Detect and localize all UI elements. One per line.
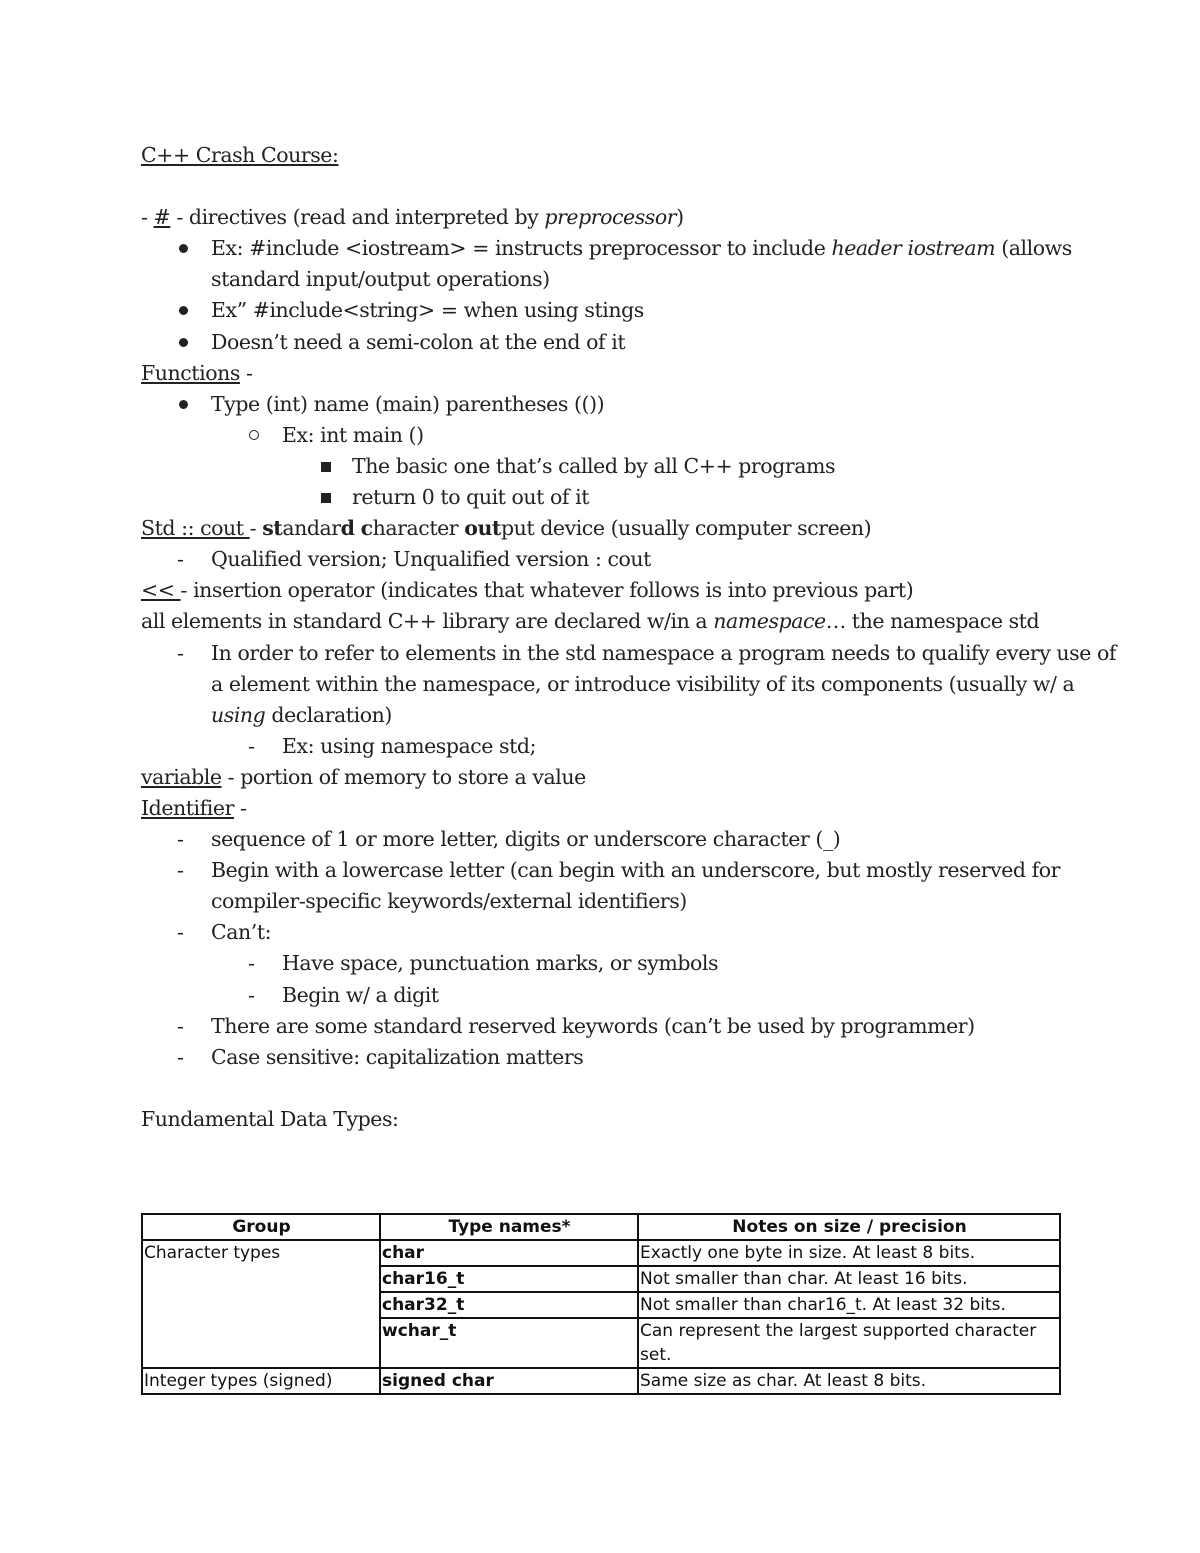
text: There are some standard reserved keywords (can’t be used by programmer) (211, 1013, 975, 1038)
bullet-item (141, 233, 1071, 264)
group-cell (142, 1318, 380, 1368)
blank-line (141, 1073, 1071, 1104)
table-row (142, 1266, 1060, 1292)
bullet-item-subsub (141, 451, 1071, 482)
text: - (239, 360, 253, 385)
text: sequence of 1 or more letter, digits or underscore character (_) (211, 827, 841, 852)
dash-item-continuation (141, 886, 1071, 917)
title-text: C++ Crash Course: (141, 143, 339, 167)
text: Begin w/ a digit (282, 982, 439, 1007)
group-cell: Character types (142, 1240, 380, 1266)
group-cell (142, 1292, 380, 1318)
bullet-item (141, 389, 1071, 420)
heading-term: Functions (141, 360, 240, 385)
fundamental-data-types-heading (141, 1104, 1071, 1135)
bold-text: st (262, 516, 283, 541)
text: Can’t: (211, 920, 272, 945)
heading-term: Std :: cout (141, 516, 250, 541)
type-cell: signed char (380, 1368, 638, 1394)
text: Case sensitive: capitalization matters (211, 1044, 584, 1069)
column-header: Notes on size / precision (638, 1214, 1060, 1240)
text: standard input/output operations) (211, 267, 550, 292)
text: - (249, 516, 263, 541)
text: Ex” #include<string> = when using stings (211, 298, 644, 323)
dash-item (141, 917, 1071, 948)
text: andar (282, 516, 341, 541)
heading-term: variable (141, 764, 222, 789)
italic-term: header iostream (831, 236, 996, 261)
text: - (141, 205, 154, 230)
text: Ex: #include <iostream> = instructs preprocessor to include (211, 236, 832, 261)
table-row (142, 1240, 1060, 1266)
text: - directives (read and interpreted by (170, 205, 545, 230)
group-cell: Integer types (signed) (142, 1368, 380, 1394)
bullet-item (141, 295, 1071, 326)
dash-item-sub (141, 731, 1071, 762)
dash-item-continuation (141, 669, 1075, 700)
functions-heading (141, 358, 1071, 389)
dash-item (141, 1011, 1071, 1042)
text: Fundamental Data Types: (141, 1106, 399, 1131)
document-body (141, 140, 1117, 1135)
type-cell: char16_t (380, 1266, 638, 1292)
bold-text: d (340, 516, 355, 541)
bold-text: c (360, 516, 373, 541)
text: - (233, 795, 247, 820)
text: declaration) (265, 702, 392, 727)
text: In order to refer to elements in the std namespace a program needs to qualify every use of (211, 640, 1117, 665)
group-cell (142, 1266, 380, 1292)
table-row (142, 1368, 1060, 1394)
document-title (141, 140, 1071, 171)
text: put device (usually computer screen) (500, 516, 872, 541)
text: - insertion operator (indicates that whatever follows is into previous part) (180, 578, 914, 603)
text: Begin with a lowercase letter (can begin with an underscore, but mostly reserved for (211, 858, 1061, 883)
text: Type (int) name (main) parentheses (()) (211, 391, 605, 416)
text: compiler-specific keywords/external identifiers) (211, 889, 687, 914)
notes-cell: Exactly one byte in size. At least 8 bits. (638, 1240, 1060, 1266)
bullet-item-continuation (141, 264, 1071, 295)
text: … the namespace std (825, 609, 1040, 634)
bold-text: out (464, 516, 501, 541)
dash-item (141, 638, 1117, 669)
data-types-table (141, 1213, 1061, 1395)
insertion-operator-line (141, 575, 1071, 606)
notes-cell: Not smaller than char. At least 16 bits. (638, 1266, 1060, 1292)
notes-cell: Same size as char. At least 8 bits. (638, 1368, 1060, 1394)
dash-item (141, 824, 1071, 855)
dash-item-continuation (141, 700, 1071, 731)
text: Have space, punctuation marks, or symbols (282, 951, 719, 976)
namespace-line (141, 606, 1071, 637)
italic-term: namespace (713, 609, 826, 634)
std-cout-line (141, 513, 1071, 544)
column-header: Type names* (380, 1214, 638, 1240)
text: haracter (372, 516, 465, 541)
bullet-item-subsub (141, 482, 1071, 513)
bullet-item (141, 327, 1071, 358)
notes-cell: Not smaller than char16_t. At least 32 bits. (638, 1292, 1060, 1318)
table-row (142, 1318, 1060, 1368)
dash-item-sub (141, 948, 1071, 979)
text: return 0 to quit out of it (352, 485, 590, 510)
notes-cell: Can represent the largest supported character set. (638, 1318, 1060, 1368)
text: Ex: int main () (282, 422, 424, 447)
heading-term: << (141, 578, 181, 603)
text: Ex: using namespace std; (282, 733, 537, 758)
text: a element within the namespace, or introduce visibility of its components (usually w/ a (211, 671, 1075, 696)
blank-line (141, 171, 1071, 202)
text: (allows (995, 236, 1072, 261)
heading-term: Identifier (141, 795, 234, 820)
text: all elements in standard C++ library are declared w/in a (141, 609, 714, 634)
dash-item (141, 1042, 1071, 1073)
text: ) (676, 205, 684, 230)
bullet-item-sub (141, 420, 1071, 451)
directives-line (141, 202, 1071, 233)
table-row (142, 1292, 1060, 1318)
text: - portion of memory to store a value (221, 764, 586, 789)
dash-item-sub (141, 980, 1071, 1011)
hash-term: # (153, 205, 171, 230)
text: Doesn’t need a semi-colon at the end of it (211, 329, 626, 354)
table-header-row (142, 1214, 1060, 1240)
type-cell: char32_t (380, 1292, 638, 1318)
dash-item (141, 855, 1071, 886)
dash-item (141, 544, 1071, 575)
text: The basic one that’s called by all C++ programs (352, 453, 836, 478)
italic-term: preprocessor (544, 205, 677, 230)
column-header: Group (142, 1214, 380, 1240)
variable-line (141, 762, 1071, 793)
italic-term: using (211, 702, 266, 727)
type-cell: char (380, 1240, 638, 1266)
type-cell: wchar_t (380, 1318, 638, 1368)
identifier-heading (141, 793, 1071, 824)
text: Qualified version; Unqualified version : cout (211, 547, 651, 572)
